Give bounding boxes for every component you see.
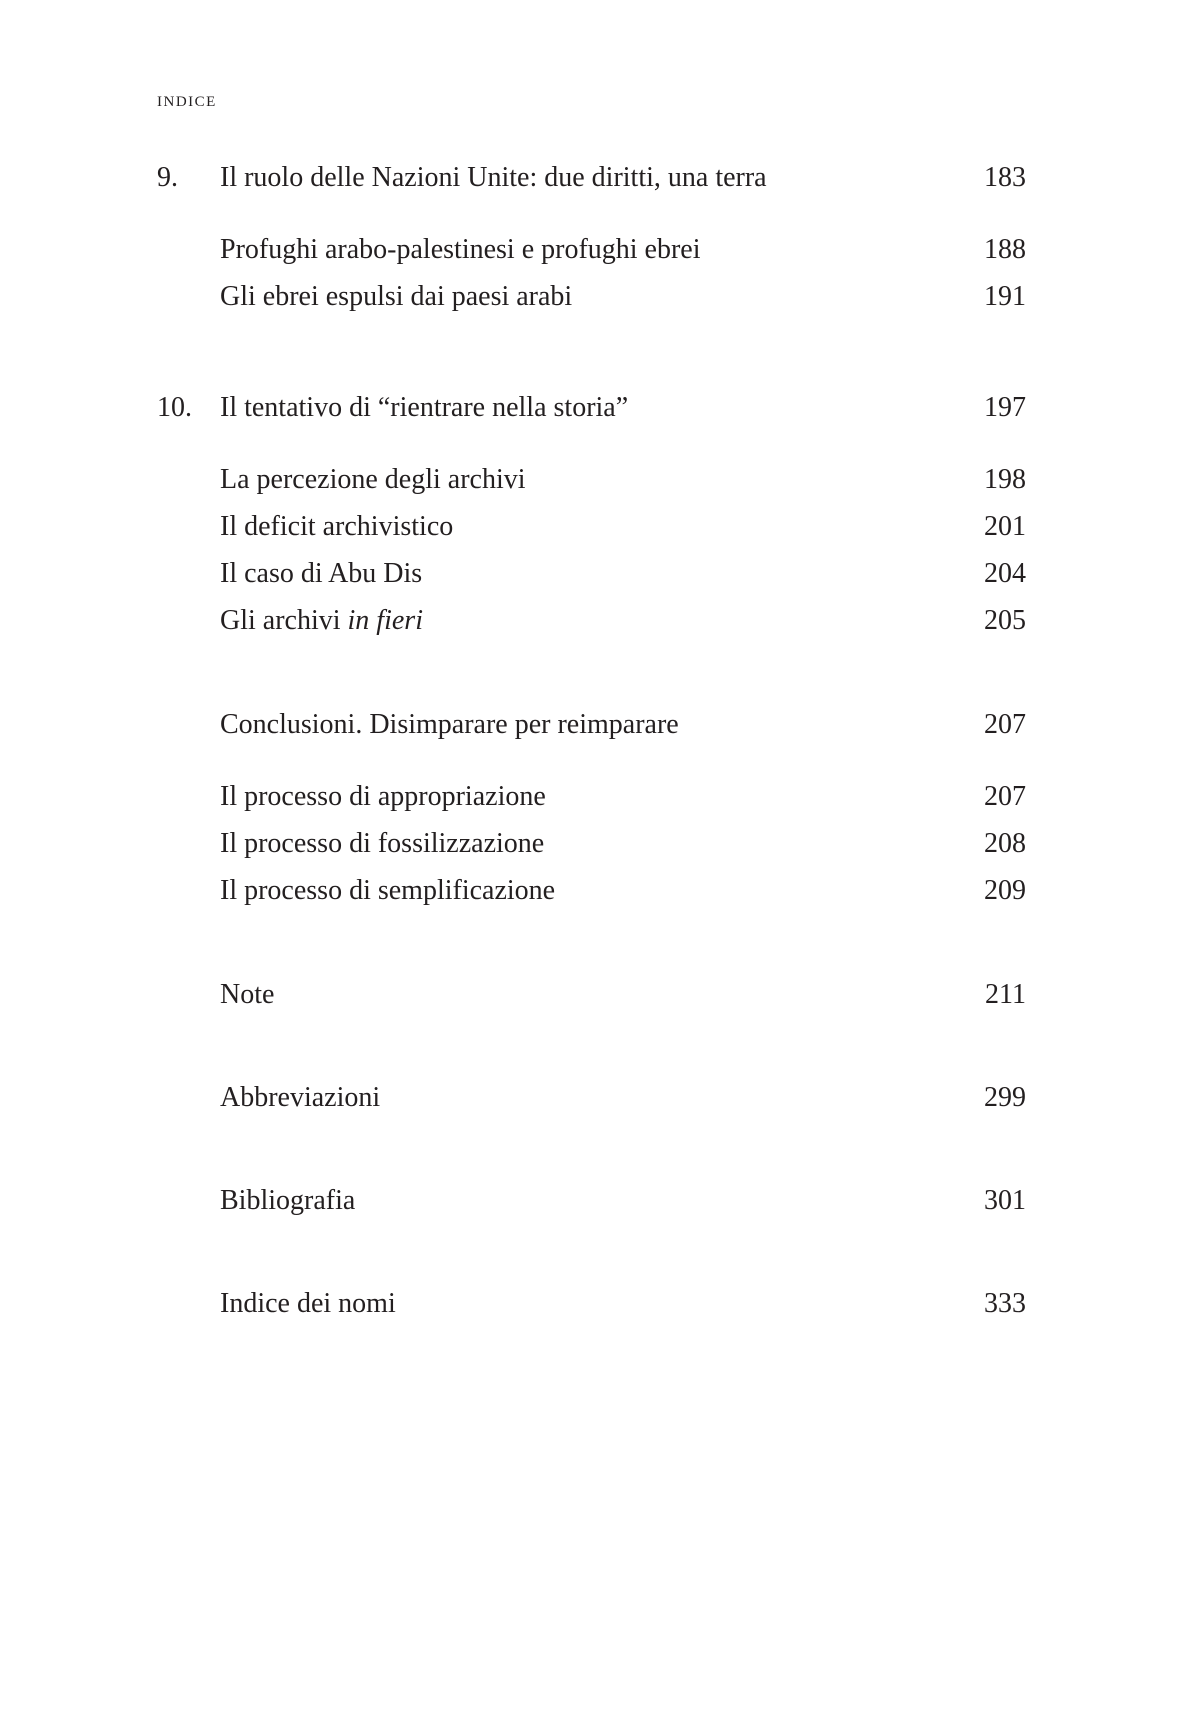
page-number: 207 xyxy=(984,781,1026,812)
page-number: 333 xyxy=(984,1288,1026,1319)
toc-entry[interactable] xyxy=(0,460,1182,500)
entry-title: Conclusioni. Disimparare per reimparare xyxy=(220,709,679,740)
chapter-number: 9. xyxy=(157,162,178,193)
entry-title: Il processo di appropriazione xyxy=(220,781,546,812)
entry-title: Indice dei nomi xyxy=(220,1288,396,1319)
entry-title: Il ruolo delle Nazioni Unite: due diritti, una terra xyxy=(220,162,767,193)
toc-entry[interactable] xyxy=(0,871,1182,911)
entry-title: Il processo di semplificazione xyxy=(220,875,556,906)
entry-title: Note xyxy=(220,979,275,1010)
entry-title-roman: Gli archivi xyxy=(220,605,341,636)
toc-entry-notes[interactable] xyxy=(0,975,1182,1015)
page-number: 209 xyxy=(984,875,1026,906)
page-number: 191 xyxy=(984,281,1026,312)
entry-title: La percezione degli archivi xyxy=(220,464,526,495)
page-number: 211 xyxy=(985,979,1026,1010)
toc-entry[interactable] xyxy=(0,777,1182,817)
entry-title: Il tentativo di “rientrare nella storia” xyxy=(220,392,629,423)
entry-title-italic: in fieri xyxy=(347,605,423,636)
toc-entry-abbreviations[interactable] xyxy=(0,1078,1182,1118)
page-number: 205 xyxy=(984,605,1026,636)
toc-entry-name-index[interactable] xyxy=(0,1284,1182,1324)
entry-title: Il caso di Abu Dis xyxy=(220,558,423,589)
toc-entry-bibliography[interactable] xyxy=(0,1181,1182,1221)
entry-title: Gli ebrei espulsi dai paesi arabi xyxy=(220,281,573,312)
entry-title: Bibliografia xyxy=(220,1185,356,1216)
page-number: 183 xyxy=(984,162,1026,193)
entry-title xyxy=(220,601,423,641)
page-number: 301 xyxy=(984,1185,1026,1216)
page-number: 208 xyxy=(984,828,1026,859)
page-number: 201 xyxy=(984,511,1026,542)
toc-entry-conclusions[interactable] xyxy=(0,705,1182,745)
entry-title: Il deficit archivistico xyxy=(220,511,454,542)
running-head: indice xyxy=(157,86,217,111)
entry-title: Profughi arabo-palestinesi e profughi ebrei xyxy=(220,234,701,265)
page-number: 198 xyxy=(984,464,1026,495)
page-number: 197 xyxy=(984,392,1026,423)
page-number: 299 xyxy=(984,1082,1026,1113)
toc-entry[interactable] xyxy=(0,824,1182,864)
toc-entry[interactable] xyxy=(0,601,1182,641)
toc-entry[interactable] xyxy=(0,507,1182,547)
toc-entry[interactable] xyxy=(0,277,1182,317)
toc-entry[interactable] xyxy=(0,230,1182,270)
toc-entry-chapter-9[interactable] xyxy=(0,158,1182,198)
page-number: 188 xyxy=(984,234,1026,265)
page-number: 207 xyxy=(984,709,1026,740)
toc-entry[interactable] xyxy=(0,554,1182,594)
chapter-number: 10. xyxy=(157,392,192,423)
entry-title: Il processo di fossilizzazione xyxy=(220,828,545,859)
toc-entry-chapter-10[interactable] xyxy=(0,388,1182,428)
page-number: 204 xyxy=(984,558,1026,589)
entry-title: Abbreviazioni xyxy=(220,1082,381,1113)
